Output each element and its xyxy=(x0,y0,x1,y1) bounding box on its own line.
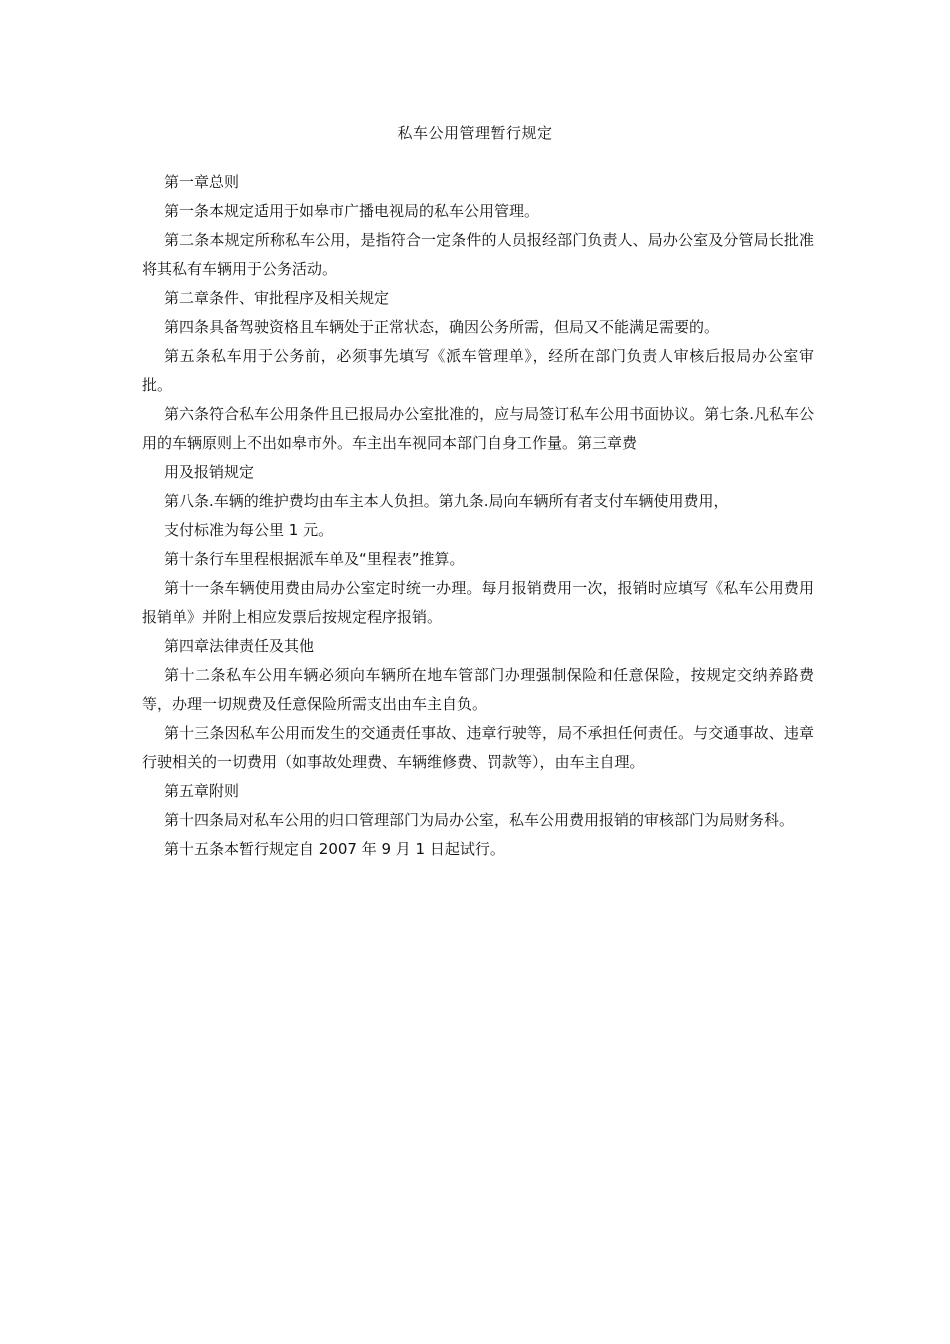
article-paragraph-continuation: 支付标准为每公里 1 元。 xyxy=(164,521,334,539)
article-paragraph: 第四条具备驾驶资格且车辆处于正常状态，确因公务所需，但局又不能满足需要的。 xyxy=(164,318,720,336)
article-paragraph: 第六条符合私车公用条件且已报局办公室批准的，应与局签订私车公用书面协议。第七条.凡私车公用的车辆原则上不出如皋市外。车主出车视同本部门自身工作量。第三章费 xyxy=(142,405,814,452)
article-paragraph: 第十五条本暂行规定自 2007 年 9 月 1 日起试行。 xyxy=(164,840,505,858)
chapter-heading: 第四章法律责任及其他 xyxy=(164,637,315,655)
article-paragraph: 第五条私车用于公务前，必须事先填写《派车管理单》，经所在部门负责人审核后报局办公室审批。 xyxy=(142,347,814,394)
document-title: 私车公用管理暂行规定 xyxy=(397,124,553,142)
article-paragraph: 第十二条私车公用车辆必须向车辆所在地车管部门办理强制保险和任意保险，按规定交纳养路费等，办理一切规费及任意保险所需支出由车主自负。 xyxy=(142,666,814,713)
article-paragraph: 第二条本规定所称私车公用，是指符合一定条件的人员报经部门负责人、局办公室及分管局长批准将其私有车辆用于公务活动。 xyxy=(142,231,814,278)
chapter-heading: 第一章总则 xyxy=(164,173,240,191)
article-paragraph: 第十三条因私车公用而发生的交通责任事故、违章行驶等，局不承担任何责任。与交通事故、违章行驶相关的一切费用（如事故处理费、车辆维修费、罚款等），由车主自理。 xyxy=(142,724,814,771)
article-paragraph: 第十四条局对私车公用的归口管理部门为局办公室，私车公用费用报销的审核部门为局财务科。 xyxy=(164,811,795,829)
article-paragraph: 第十条行车里程根据派车单及“里程表”推算。 xyxy=(164,550,465,568)
article-paragraph: 第十一条车辆使用费由局办公室定时统一办理。每月报销费用一次，报销时应填写《私车公用费用报销单》并附上相应发票后按规定程序报销。 xyxy=(142,579,814,626)
chapter-heading-continuation: 用及报销规定 xyxy=(164,463,255,481)
article-paragraph: 第一条本规定适用于如皋市广播电视局的私车公用管理。 xyxy=(164,202,540,220)
article-paragraph: 第八条.车辆的维护费均由车主本人负担。第九条.局向车辆所有者支付车辆使用费用， xyxy=(164,492,729,510)
chapter-heading: 第二章条件、审批程序及相关规定 xyxy=(164,289,390,307)
document-body xyxy=(142,168,814,864)
chapter-heading: 第五章附则 xyxy=(164,782,240,800)
